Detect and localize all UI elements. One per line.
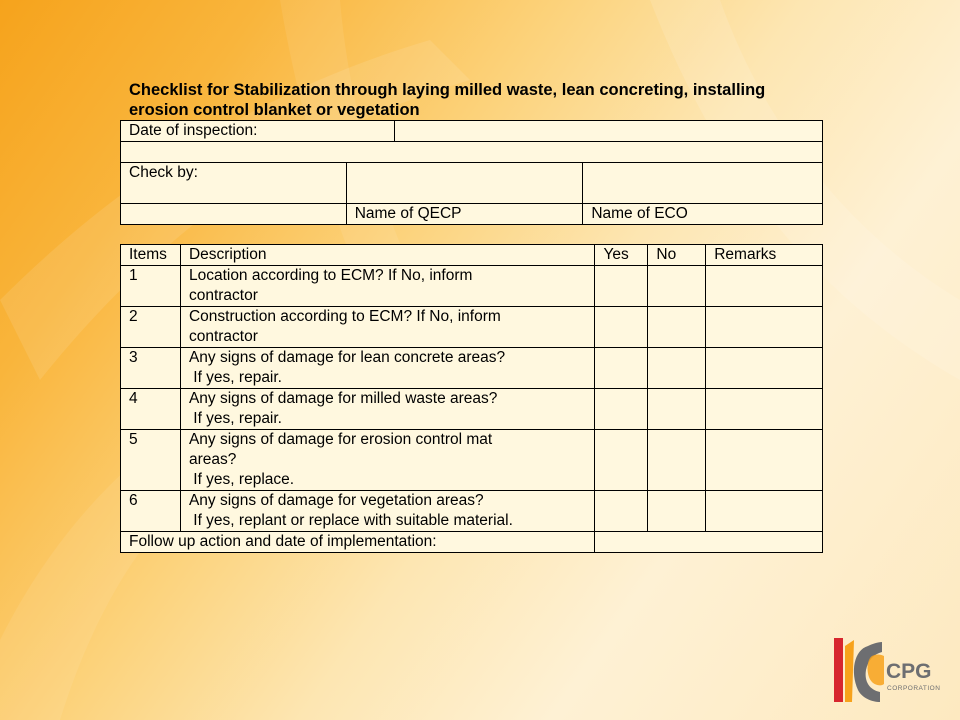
remarks-field[interactable] — [706, 266, 823, 307]
column-header-items: Items — [121, 245, 181, 266]
eco-signature-field[interactable] — [583, 163, 823, 204]
table-row — [121, 430, 823, 491]
column-header-description: Description — [180, 245, 595, 266]
no-checkbox-cell[interactable] — [648, 491, 706, 532]
checklist-table — [120, 244, 823, 553]
column-header-yes: Yes — [595, 245, 648, 266]
no-checkbox-cell[interactable] — [648, 389, 706, 430]
remarks-field[interactable] — [706, 430, 823, 491]
yes-checkbox-cell[interactable] — [595, 307, 648, 348]
item-description: Any signs of damage for vegetation areas? If yes, replant or replace with suitable material. — [180, 491, 595, 532]
no-checkbox-cell[interactable] — [648, 348, 706, 389]
qecp-name-label: Name of QECP — [346, 204, 583, 225]
yes-checkbox-cell[interactable] — [595, 430, 648, 491]
table-row — [121, 491, 823, 532]
follow-up-label: Follow up action and date of implementation: — [121, 532, 595, 553]
remarks-field[interactable] — [706, 307, 823, 348]
table-row — [121, 348, 823, 389]
cpg-logo — [828, 632, 944, 706]
check-by-label: Check by: — [121, 163, 347, 204]
remarks-field[interactable] — [706, 348, 823, 389]
table-row — [121, 307, 823, 348]
no-checkbox-cell[interactable] — [648, 266, 706, 307]
table-row — [121, 266, 823, 307]
item-number: 3 — [121, 348, 181, 389]
item-number: 1 — [121, 266, 181, 307]
follow-up-field[interactable] — [595, 532, 823, 553]
yes-checkbox-cell[interactable] — [595, 389, 648, 430]
remarks-field[interactable] — [706, 389, 823, 430]
item-description: Location according to ECM? If No, inform contractor — [180, 266, 595, 307]
yes-checkbox-cell[interactable] — [595, 491, 648, 532]
item-description: Any signs of damage for erosion control mat areas? If yes, replace. — [180, 430, 595, 491]
item-description: Any signs of damage for lean concrete areas? If yes, repair. — [180, 348, 595, 389]
yes-checkbox-cell[interactable] — [595, 348, 648, 389]
page-title: Checklist for Stabilization through laying milled waste, lean concreting, installing erosion control blanket or vegetation — [129, 81, 766, 119]
column-header-remarks: Remarks — [706, 245, 823, 266]
svg-text:CPG: CPG — [886, 660, 932, 683]
inspection-header-table — [120, 120, 823, 225]
checklist-header-row — [121, 245, 823, 266]
date-of-inspection-value[interactable] — [394, 121, 822, 142]
follow-up-row — [121, 532, 823, 553]
item-number: 5 — [121, 430, 181, 491]
qecp-signature-field[interactable] — [346, 163, 583, 204]
column-header-no: No — [648, 245, 706, 266]
yes-checkbox-cell[interactable] — [595, 266, 648, 307]
item-number: 6 — [121, 491, 181, 532]
svg-text:CORPORATION: CORPORATION — [887, 685, 941, 692]
remarks-field[interactable] — [706, 491, 823, 532]
table-row — [121, 389, 823, 430]
no-checkbox-cell[interactable] — [648, 307, 706, 348]
eco-name-label: Name of ECO — [583, 204, 823, 225]
spacer-row — [121, 142, 823, 163]
date-of-inspection-label: Date of inspection: — [121, 121, 395, 142]
item-description: Construction according to ECM? If No, inform contractor — [180, 307, 595, 348]
no-checkbox-cell[interactable] — [648, 430, 706, 491]
item-description: Any signs of damage for milled waste areas? If yes, repair. — [180, 389, 595, 430]
name-row-blank — [121, 204, 347, 225]
item-number: 2 — [121, 307, 181, 348]
item-number: 4 — [121, 389, 181, 430]
